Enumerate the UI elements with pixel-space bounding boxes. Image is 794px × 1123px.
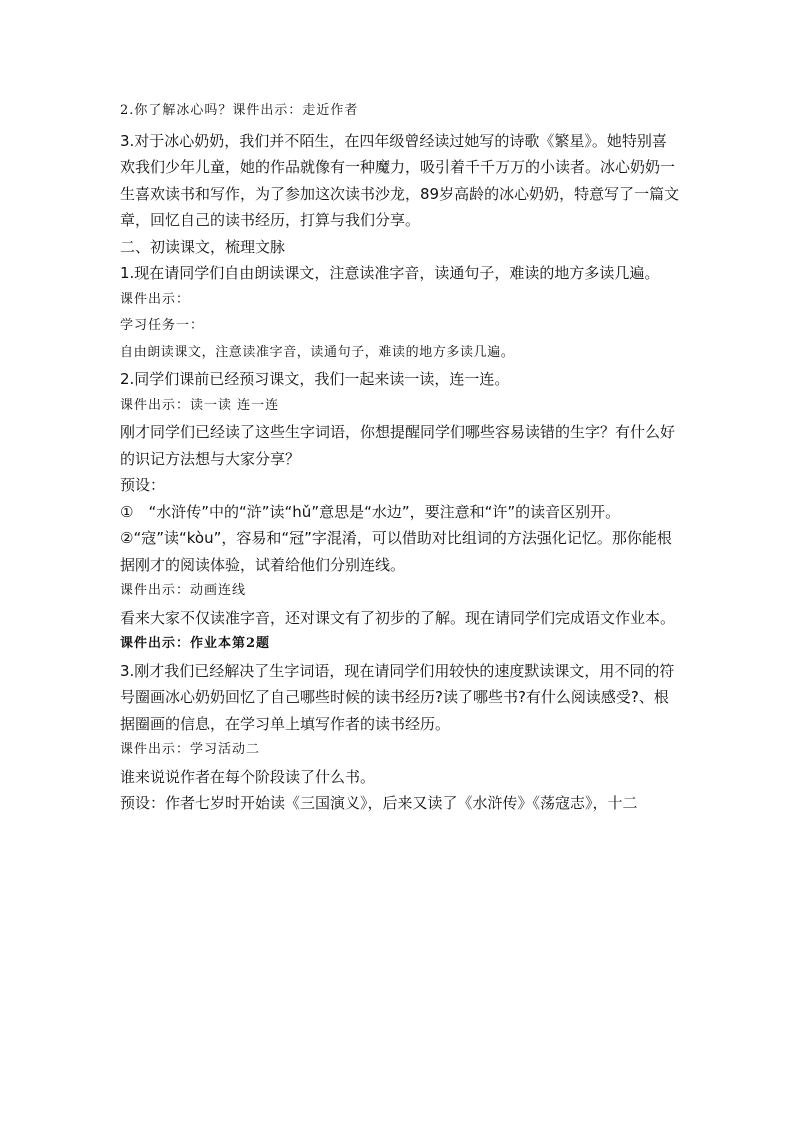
task-one-text: 自由朗读课文，注意读准字音，读通句子，难读的地方多读几遍。	[120, 344, 515, 360]
label-homework-q2: 课件出示：作业本第2题	[120, 636, 271, 651]
document-body	[120, 98, 680, 817]
paragraph-silent-reading: 3.刚才我们已经解决了生字词语，现在请同学们用较快的速度默读课文，用不同的符号圈画冰心奶奶回忆了自己哪些时候的读书经历?读了哪些书?有什么阅读感受?、根据圈画的信息，在学习单上填写作者的读书经历。	[120, 661, 675, 733]
paragraph-preview: 2.同学们课前已经预习课文，我们一起来读一读，连一连。	[120, 370, 510, 388]
paragraph-preset-books: 预设：作者七岁时开始读《三国演义》，后来又读了《水浒传》《荡寇志》，十二	[120, 794, 638, 812]
preset-item-kou: ②“寇”读“kòu”，容易和“冠”字混淆，可以借助对比组词的方法强化记忆。那你能根据刚才的阅读体验，试着给他们分别连线。	[120, 529, 672, 574]
paragraph-who-tells: 谁来说说作者在每个阶段读了什么书。	[120, 767, 376, 786]
label-courseware-show: 课件出示：	[120, 291, 191, 307]
paragraph-free-reading: 1.现在请同学们自由朗读课文，注意读准字音，读通句子，难读的地方多读几遍。	[120, 264, 660, 282]
paragraph-bingxin-intro: 3.对于冰心奶奶，我们并不陌生，在四年级曾经读过她写的诗歌《繁星》。她特别喜欢我们少年儿童，她的作品就像有一种魔力，吸引着千千万万的小读者。冰心奶奶一生喜欢读书和写作，为了参加这次读书沙龙，89岁高龄的冰心奶奶，特意写了一篇文章，回忆自己的读书经历，打算与我们分享。	[120, 131, 680, 229]
paragraph-homework: 看来大家不仅读准字音，还对课文有了初步的了解。现在请同学们完成语文作业本。	[120, 608, 676, 627]
preset-item-hu: ① “水浒传”中的“浒”读“hǔ”意思是“水边”，要注意和“许”的读音区别开。	[120, 502, 621, 521]
label-animation-link: 课件出示：动画连线	[120, 583, 247, 598]
section-heading-first-read: 二、初读课文，梳理文脉	[120, 237, 286, 256]
label-activity-two: 课件出示：学习活动二	[120, 742, 261, 757]
label-task-one: 学习任务一：	[120, 318, 205, 333]
text-line-2-intro: 2.你了解冰心吗？课件出示：走近作者	[120, 103, 359, 118]
label-read-and-link: 课件出示：读一读 连一连	[120, 397, 280, 413]
label-preset-1: 预设：	[120, 476, 166, 494]
paragraph-reminder: 刚才同学们已经读了这些生字词语，你想提醒同学们哪些容易读错的生字？有什么好的识记方法想与大家分享？	[120, 423, 676, 468]
